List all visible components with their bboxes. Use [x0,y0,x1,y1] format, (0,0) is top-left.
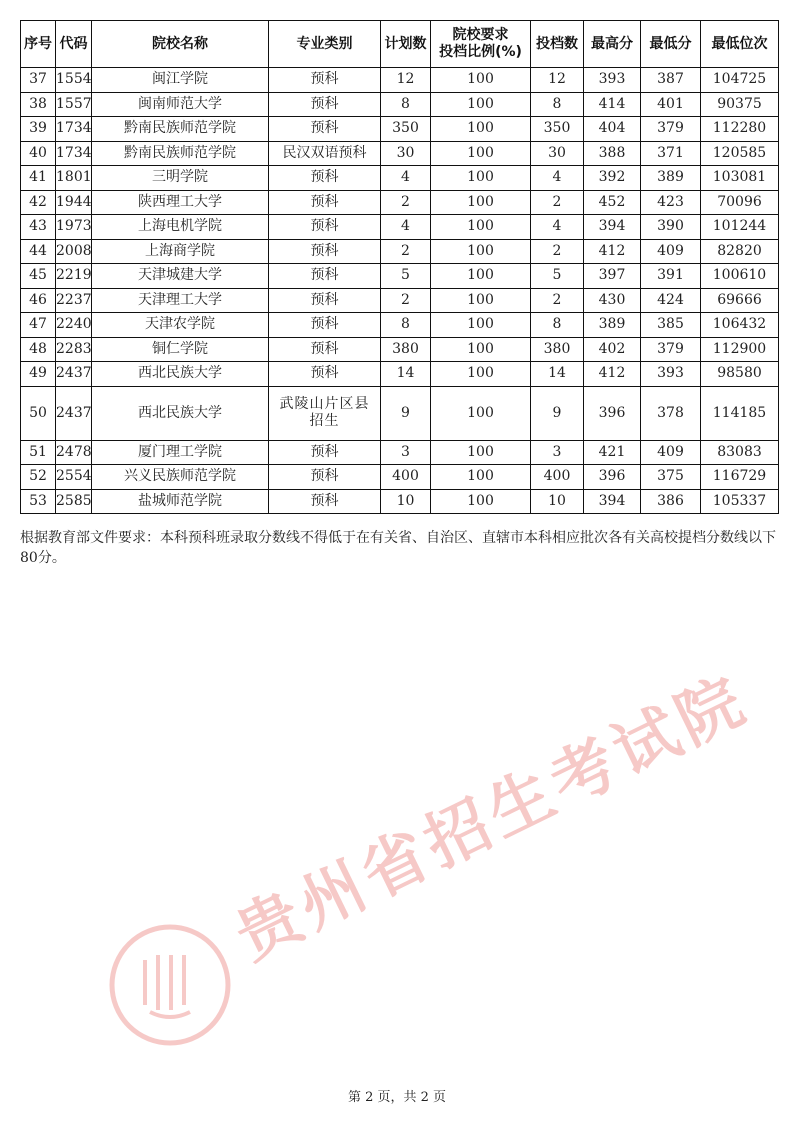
cell-index: 48 [21,337,56,362]
cell-school: 西北民族大学 [92,362,269,387]
cell-code: 1557 [56,92,92,117]
cell-school: 天津城建大学 [92,264,269,289]
cell-ratio: 100 [431,239,531,264]
cell-plan: 380 [381,337,431,362]
cell-max-score: 394 [584,489,641,514]
cell-school: 天津理工大学 [92,288,269,313]
table-row [21,92,779,117]
table-row [21,489,779,514]
cell-min-score: 386 [641,489,701,514]
cell-index: 38 [21,92,56,117]
cell-min-score: 371 [641,141,701,166]
cell-code: 2283 [56,337,92,362]
seal-circle-icon [112,927,228,1043]
cell-school: 天津农学院 [92,313,269,338]
cell-max-score: 402 [584,337,641,362]
table-row [21,386,779,440]
header-code: 代码 [56,21,92,68]
header-index: 序号 [21,21,56,68]
cell-min-rank: 104725 [701,68,779,93]
cell-filed: 2 [531,190,584,215]
cell-code: 2237 [56,288,92,313]
header-ratio [431,21,531,68]
cell-code: 2219 [56,264,92,289]
cell-ratio: 100 [431,117,531,142]
cell-school: 黔南民族师范学院 [92,117,269,142]
table-row [21,239,779,264]
cell-max-score: 404 [584,117,641,142]
cell-school: 上海电机学院 [92,215,269,240]
cell-code: 1944 [56,190,92,215]
cell-code: 2585 [56,489,92,514]
header-filed: 投档数 [531,21,584,68]
cell-max-score: 396 [584,465,641,490]
cell-major: 预科 [269,239,381,264]
cell-plan: 400 [381,465,431,490]
cell-code: 2008 [56,239,92,264]
cell-min-rank: 120585 [701,141,779,166]
cell-major: 预科 [269,362,381,387]
cell-school: 上海商学院 [92,239,269,264]
cell-max-score: 393 [584,68,641,93]
cell-code: 1801 [56,166,92,191]
cell-code: 1734 [56,117,92,142]
cell-ratio: 100 [431,264,531,289]
cell-max-score: 394 [584,215,641,240]
cell-max-score: 414 [584,92,641,117]
table-row [21,337,779,362]
cell-code: 2437 [56,386,92,440]
cell-max-score: 389 [584,313,641,338]
cell-min-score: 424 [641,288,701,313]
cell-min-score: 387 [641,68,701,93]
cell-ratio: 100 [431,141,531,166]
cell-ratio: 100 [431,68,531,93]
cell-min-score: 390 [641,215,701,240]
table-row [21,68,779,93]
cell-code: 2478 [56,440,92,465]
cell-major: 预科 [269,68,381,93]
cell-ratio: 100 [431,215,531,240]
cell-major: 武陵山片区县招生 [269,386,381,440]
cell-max-score: 421 [584,440,641,465]
cell-min-rank: 106432 [701,313,779,338]
cell-index: 50 [21,386,56,440]
header-max: 最高分 [584,21,641,68]
watermark-text: 贵州省招生考试院 [224,661,761,975]
table-row [21,215,779,240]
header-ratio-line1: 院校要求 [452,27,509,43]
cell-min-score: 379 [641,337,701,362]
cell-max-score: 430 [584,288,641,313]
cell-plan: 350 [381,117,431,142]
cell-min-score: 393 [641,362,701,387]
cell-filed: 380 [531,337,584,362]
cell-min-rank: 112280 [701,117,779,142]
cell-max-score: 396 [584,386,641,440]
cell-max-score: 392 [584,166,641,191]
cell-filed: 8 [531,92,584,117]
cell-min-score: 423 [641,190,701,215]
table-row [21,313,779,338]
cell-school: 西北民族大学 [92,386,269,440]
cell-filed: 4 [531,215,584,240]
cell-max-score: 397 [584,264,641,289]
cell-max-score: 412 [584,362,641,387]
cell-filed: 2 [531,239,584,264]
cell-school: 闽江学院 [92,68,269,93]
cell-ratio: 100 [431,465,531,490]
cell-max-score: 452 [584,190,641,215]
cell-major: 预科 [269,288,381,313]
cell-min-score: 378 [641,386,701,440]
cell-school: 盐城师范学院 [92,489,269,514]
table-row [21,117,779,142]
cell-min-rank: 70096 [701,190,779,215]
cell-filed: 2 [531,288,584,313]
cell-school: 陕西理工大学 [92,190,269,215]
cell-plan: 5 [381,264,431,289]
cell-index: 43 [21,215,56,240]
cell-index: 46 [21,288,56,313]
cell-index: 44 [21,239,56,264]
cell-major: 预科 [269,440,381,465]
cell-code: 1734 [56,141,92,166]
cell-plan: 10 [381,489,431,514]
cell-ratio: 100 [431,337,531,362]
cell-major: 预科 [269,465,381,490]
cell-plan: 9 [381,386,431,440]
cell-index: 45 [21,264,56,289]
cell-min-rank: 69666 [701,288,779,313]
cell-major: 预科 [269,92,381,117]
cell-code: 1554 [56,68,92,93]
cell-min-score: 409 [641,239,701,264]
cell-filed: 400 [531,465,584,490]
cell-index: 53 [21,489,56,514]
cell-ratio: 100 [431,288,531,313]
cell-min-rank: 112900 [701,337,779,362]
cell-index: 49 [21,362,56,387]
table-row [21,264,779,289]
cell-ratio: 100 [431,313,531,338]
cell-ratio: 100 [431,362,531,387]
cell-school: 三明学院 [92,166,269,191]
cell-school: 厦门理工学院 [92,440,269,465]
cell-ratio: 100 [431,489,531,514]
cell-min-rank: 90375 [701,92,779,117]
admission-table [20,20,779,514]
cell-min-score: 389 [641,166,701,191]
cell-school: 兴义民族师范学院 [92,465,269,490]
cell-min-rank: 116729 [701,465,779,490]
cell-plan: 4 [381,215,431,240]
cell-index: 37 [21,68,56,93]
cell-school: 黔南民族师范学院 [92,141,269,166]
cell-index: 52 [21,465,56,490]
header-major: 专业类别 [269,21,381,68]
cell-min-score: 375 [641,465,701,490]
cell-min-rank: 105337 [701,489,779,514]
cell-min-rank: 101244 [701,215,779,240]
cell-min-score: 379 [641,117,701,142]
cell-major: 预科 [269,489,381,514]
cell-min-rank: 98580 [701,362,779,387]
cell-plan: 3 [381,440,431,465]
cell-filed: 9 [531,386,584,440]
cell-filed: 12 [531,68,584,93]
header-ratio-line2: 投档比例(%) [439,44,522,60]
cell-index: 39 [21,117,56,142]
cell-major: 预科 [269,337,381,362]
cell-plan: 2 [381,239,431,264]
cell-school: 铜仁学院 [92,337,269,362]
cell-ratio: 100 [431,166,531,191]
cell-filed: 14 [531,362,584,387]
header-school: 院校名称 [92,21,269,68]
cell-plan: 14 [381,362,431,387]
cell-min-score: 391 [641,264,701,289]
table-row [21,440,779,465]
header-min: 最低分 [641,21,701,68]
cell-plan: 4 [381,166,431,191]
table-row [21,362,779,387]
cell-min-rank: 100610 [701,264,779,289]
cell-school: 闽南师范大学 [92,92,269,117]
cell-plan: 30 [381,141,431,166]
cell-ratio: 100 [431,440,531,465]
page-footer: 第 2 页，共 2 页 [347,1090,447,1105]
cell-min-score: 401 [641,92,701,117]
table-row [21,141,779,166]
cell-code: 1973 [56,215,92,240]
cell-min-rank: 114185 [701,386,779,440]
cell-filed: 5 [531,264,584,289]
cell-major: 预科 [269,264,381,289]
cell-index: 51 [21,440,56,465]
cell-major: 预科 [269,117,381,142]
cell-index: 41 [21,166,56,191]
cell-plan: 2 [381,288,431,313]
cell-filed: 3 [531,440,584,465]
header-min-rank: 最低位次 [701,21,779,68]
table-header-row [21,21,779,68]
seal-mark-icon [145,955,190,1017]
cell-ratio: 100 [431,92,531,117]
cell-ratio: 100 [431,386,531,440]
cell-code: 2554 [56,465,92,490]
cell-min-rank: 83083 [701,440,779,465]
cell-code: 2240 [56,313,92,338]
cell-max-score: 412 [584,239,641,264]
cell-plan: 8 [381,313,431,338]
cell-major: 预科 [269,166,381,191]
table-row [21,465,779,490]
table-row [21,288,779,313]
cell-index: 40 [21,141,56,166]
cell-filed: 350 [531,117,584,142]
table-row [21,166,779,191]
table-row [21,190,779,215]
cell-major: 预科 [269,215,381,240]
cell-major: 预科 [269,190,381,215]
footnote: 根据教育部文件要求：本科预科班录取分数线不得低于在有关省、自治区、直辖市本科相应批次各有关高校提档分数线以下80分。 [20,530,776,566]
cell-min-score: 385 [641,313,701,338]
cell-filed: 10 [531,489,584,514]
cell-max-score: 388 [584,141,641,166]
cell-filed: 30 [531,141,584,166]
cell-index: 47 [21,313,56,338]
cell-major: 民汉双语预科 [269,141,381,166]
cell-major: 预科 [269,313,381,338]
cell-plan: 12 [381,68,431,93]
cell-index: 42 [21,190,56,215]
cell-plan: 8 [381,92,431,117]
cell-min-rank: 103081 [701,166,779,191]
cell-filed: 4 [531,166,584,191]
header-plan: 计划数 [381,21,431,68]
cell-ratio: 100 [431,190,531,215]
cell-plan: 2 [381,190,431,215]
cell-min-score: 409 [641,440,701,465]
cell-code: 2437 [56,362,92,387]
cell-filed: 8 [531,313,584,338]
cell-min-rank: 82820 [701,239,779,264]
